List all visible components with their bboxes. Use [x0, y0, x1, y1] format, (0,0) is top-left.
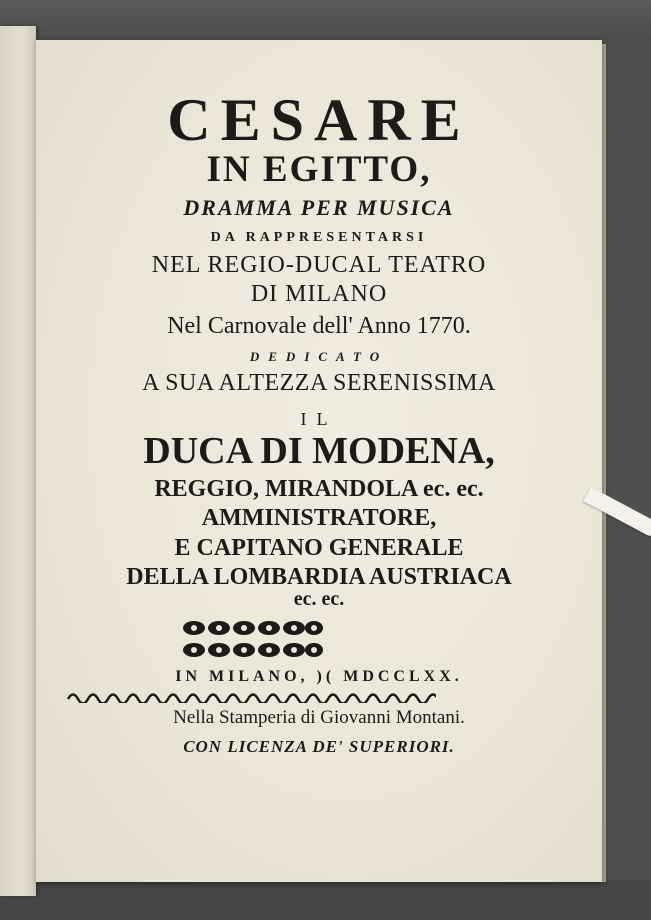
license-line: CON LICENZA DE' SUPERIORI.: [183, 737, 455, 756]
dedicatee-title: DUCA DI MODENA,: [143, 430, 495, 472]
genre-line: DRAMMA PER MUSICA: [183, 195, 455, 220]
dedicatee-territories: REGGIO, MIRANDOLA ec. ec.: [154, 476, 484, 502]
dedicatee-office: AMMINISTRATORE,: [201, 505, 437, 531]
printer-line: Nella Stamperia di Giovanni Montani.: [173, 707, 465, 728]
performance-line: DA RAPPRESENTARSI: [210, 230, 428, 245]
city-line: DI MILANO: [250, 281, 388, 307]
subtitle-line: IN EGITTO,: [206, 149, 432, 190]
adjacent-book-leaf: [0, 26, 36, 896]
season-line: Nel Carnovale dell' Anno 1770.: [167, 313, 471, 339]
photo-backdrop-bottom: [0, 880, 651, 920]
etcetera-line: ec. ec.: [293, 588, 345, 610]
dedicatee-honorific: A SUA ALTEZZA SERENISSIMA: [142, 370, 496, 396]
printers-flower-ornament-icon: [180, 616, 326, 662]
imprint-place-date: IN MILANO, )( MDCCLXX.: [175, 668, 463, 685]
ornament-row-bottom: [183, 643, 323, 657]
title-line: CESARE: [167, 87, 471, 153]
theatre-line: NEL REGIO-DUCAL TEATRO: [151, 252, 487, 278]
typographic-rule-icon: [66, 691, 436, 703]
photo-backdrop-top: [0, 0, 651, 40]
article-line: IL: [300, 409, 338, 429]
dedicatee-region: DELLA LOMBARDIA AUSTRIACA: [126, 564, 512, 590]
dedication-label: DEDICATO: [249, 349, 389, 364]
dedicatee-rank: E CAPITANO GENERALE: [174, 535, 464, 561]
ornament-row-top: [183, 621, 323, 635]
